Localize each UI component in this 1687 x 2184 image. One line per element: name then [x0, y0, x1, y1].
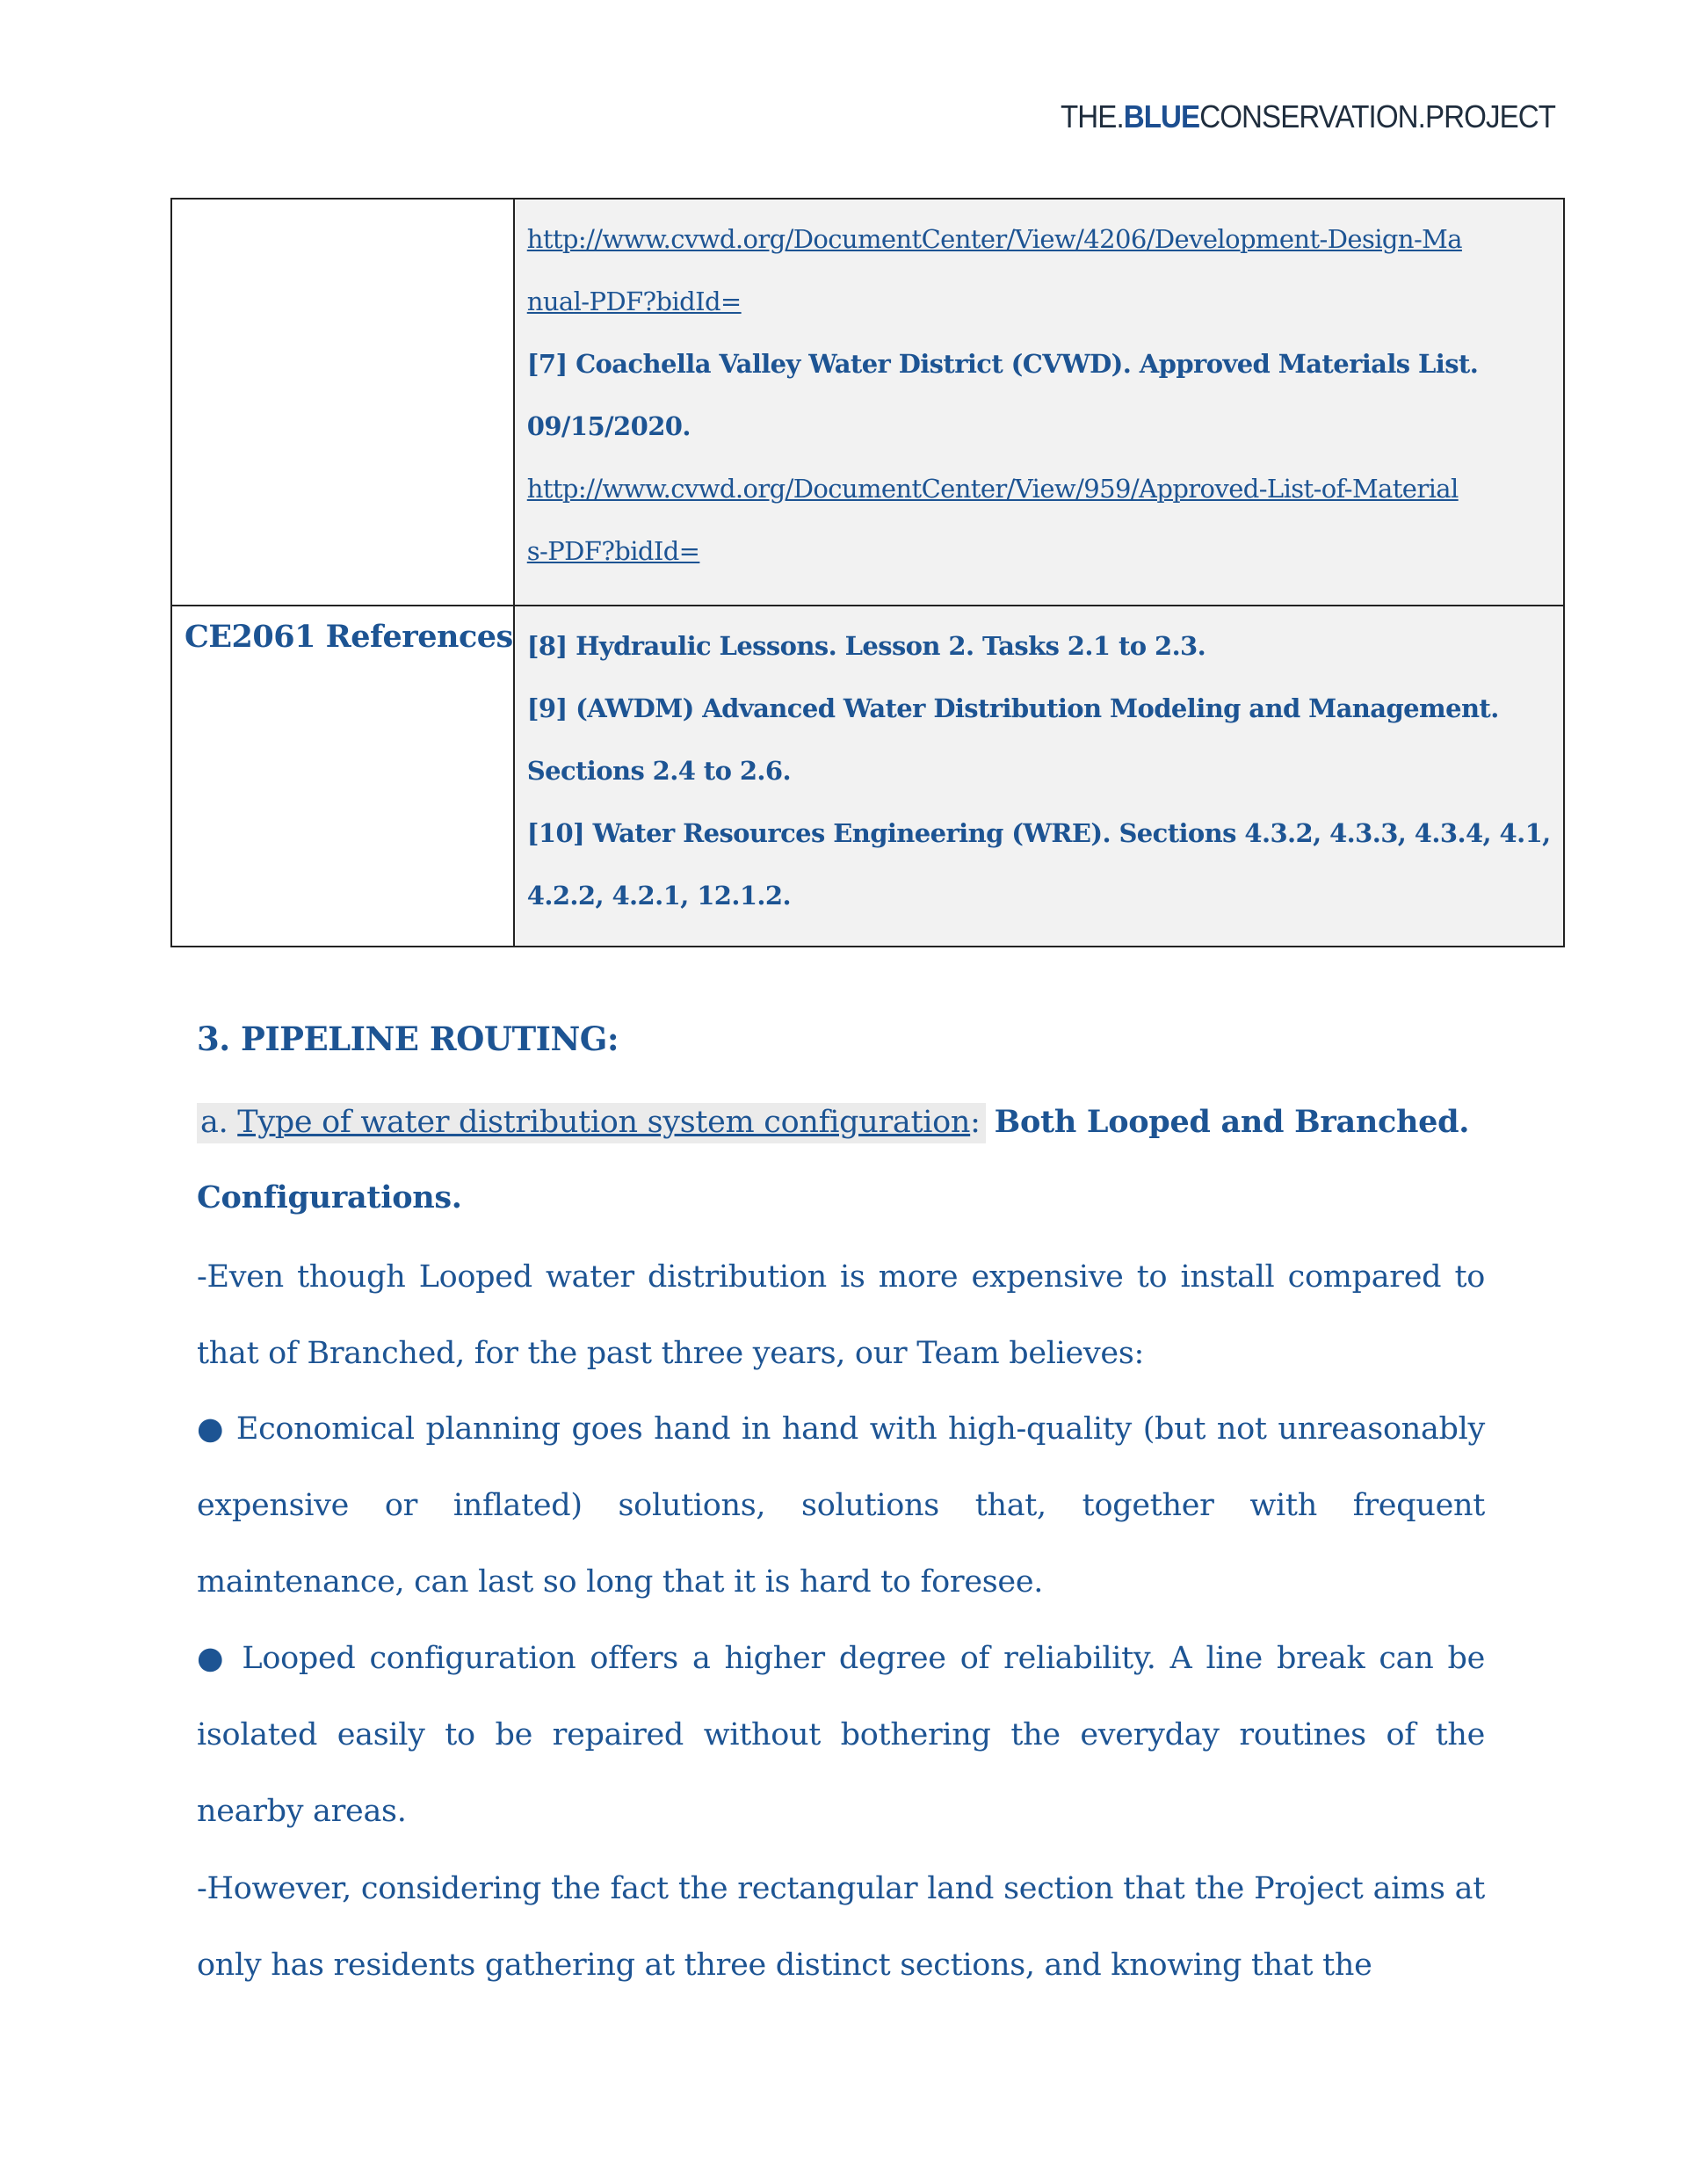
- references-table: [170, 198, 1565, 947]
- brand-suffix: CONSERVATION.PROJECT: [1199, 98, 1555, 134]
- bullet-looped: ● Looped configuration offers a higher degree of reliability. A line break can be isolated easily to be repaired without bothering the everyday routines of the nearby areas.: [197, 1641, 1485, 1829]
- table-row: [171, 199, 1564, 606]
- brand-prefix: THE.: [1060, 98, 1124, 134]
- reference-link[interactable]: s-PDF?bidId=: [526, 536, 700, 566]
- paragraph-however: -However, considering the fact the rectangular land section that the Project aims at only has residents gathering at three distinct sections, and knowing that the: [197, 1871, 1485, 1983]
- table-cell-left: [171, 606, 514, 947]
- section-title: 3. PIPELINE ROUTING:: [197, 1019, 619, 1058]
- row1-references: [515, 200, 1563, 583]
- config-line: [197, 1104, 1469, 1140]
- config-value-continuation: Configurations.: [197, 1179, 462, 1215]
- reference-entry: [8] Hydraulic Lessons. Lesson 2. Tasks 2.1 to 2.3.: [526, 631, 1206, 661]
- bullet-economical: ● Economical planning goes hand in hand with high-quality (but not unreasonably expensive or inflated) solutions, solutions that, together with frequent maintenance, can last so long that it is hard to foresee.: [197, 1411, 1485, 1600]
- reference-entry: [9] (AWDM) Advanced Water Distribution Modeling and Management.: [526, 693, 1499, 723]
- table-cell-left: [171, 199, 514, 606]
- reference-link[interactable]: http://www.cvwd.org/DocumentCenter/View/959/Approved-List-of-Material: [526, 474, 1459, 504]
- config-colon: :: [970, 1105, 981, 1140]
- reference-link[interactable]: http://www.cvwd.org/DocumentCenter/View/4206/Development-Design-Ma: [526, 224, 1462, 254]
- references-heading: CE2061 References: [185, 619, 513, 655]
- reference-entry: [7] Coachella Valley Water District (CVWD). Approved Materials List.: [526, 349, 1479, 379]
- table-row: [171, 606, 1564, 947]
- reference-link[interactable]: nual-PDF?bidId=: [526, 287, 742, 316]
- paragraph-intro: -Even though Looped water distribution is more expensive to install compared to that of Branched, for the past three years, our Team believes:: [197, 1259, 1485, 1371]
- config-value: Both Looped and Branched.: [994, 1104, 1470, 1140]
- config-label-box: [197, 1103, 986, 1143]
- row2-references: [515, 606, 1563, 927]
- reference-entry: 4.2.2, 4.2.1, 12.1.2.: [526, 881, 791, 911]
- reference-entry: [10] Water Resources Engineering (WRE). Sections 4.3.2, 4.3.3, 4.3.4, 4.1,: [526, 818, 1551, 848]
- config-prefix: a.: [200, 1105, 238, 1140]
- table-cell-right: [514, 199, 1564, 606]
- brand-logo: [1061, 98, 1555, 135]
- table-cell-right: [514, 606, 1564, 947]
- brand-highlight: BLUE: [1123, 98, 1200, 134]
- config-label-link[interactable]: Type of water distribution system configuration: [237, 1105, 971, 1140]
- reference-entry: 09/15/2020.: [526, 411, 691, 441]
- reference-entry: Sections 2.4 to 2.6.: [526, 756, 791, 786]
